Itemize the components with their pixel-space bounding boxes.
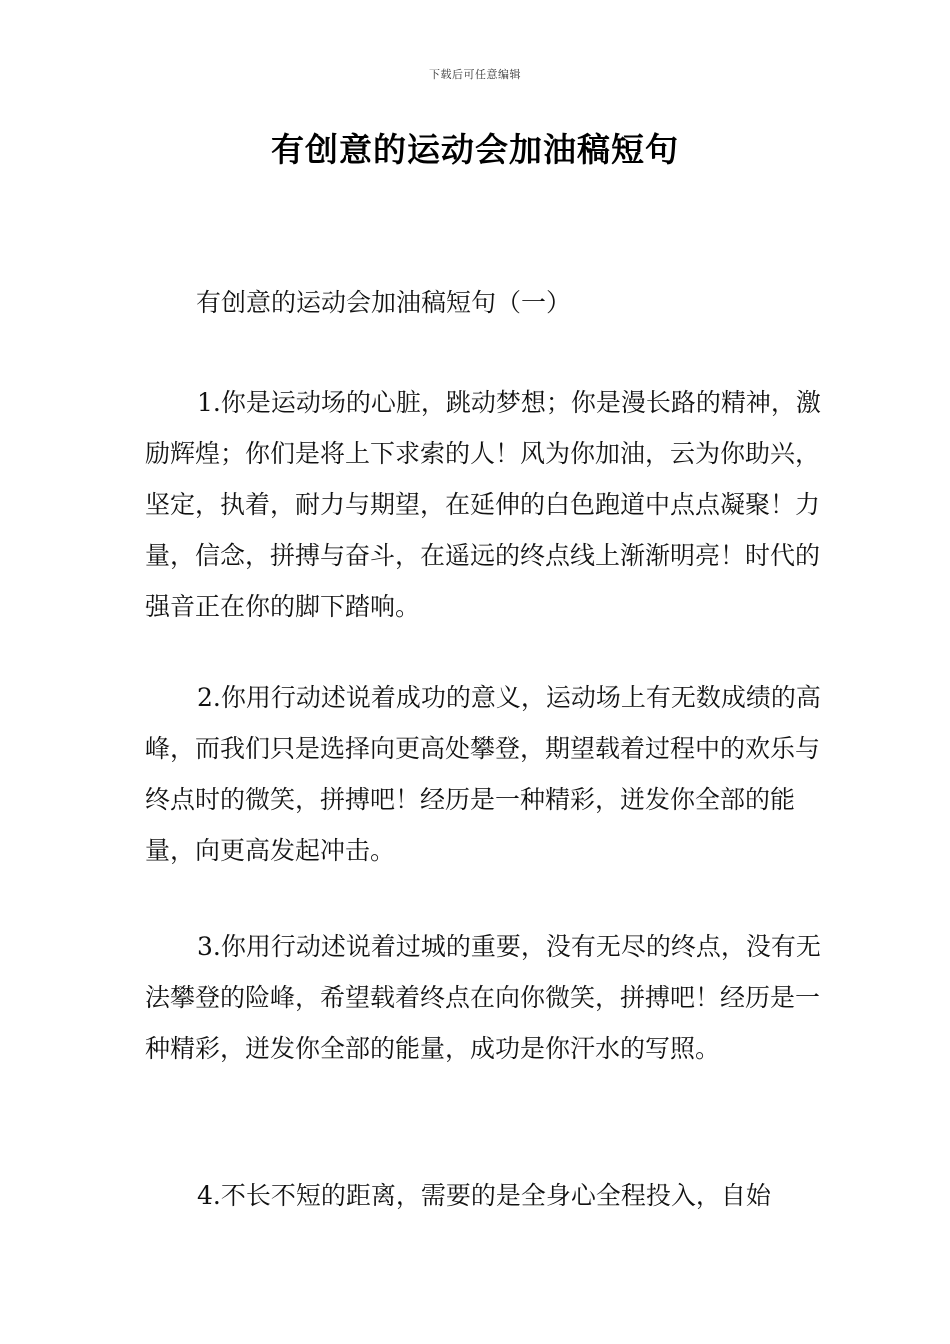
paragraph-3: 3.你用行动述说着过城的重要，没有无尽的终点，没有无法攀登的险峰，希望载着终点在向你微笑，拼搏吧！经历是一种精彩，迸发你全部的能量，成功是你汗水的写照。	[145, 932, 821, 1063]
paragraph-1: 1.你是运动场的心脏，跳动梦想；你是漫长路的精神，激励辉煌；你们是将上下求索的人！风为你加油，云为你助兴，坚定，执着，耐力与期望，在延伸的白色跑道中点点凝聚！力量，信念，拼搏与奋斗，在遥远的终点线上渐渐明亮！时代的强音正在你的脚下踏响。	[145, 388, 821, 621]
header-note: 下载后可任意编辑	[429, 68, 521, 81]
paragraph-2: 2.你用行动述说着成功的意义，运动场上有无数成绩的高峰，而我们只是选择向更高处攀登，期望载着过程中的欢乐与终点时的微笑，拼搏吧！经历是一种精彩，迸发你全部的能量，向更高发起冲击。	[145, 683, 821, 865]
section-heading: 有创意的运动会加油稿短句（一）	[196, 288, 572, 317]
paragraph-4: 4.不长不短的距离，需要的是全身心全程投入，自始	[197, 1181, 771, 1210]
document-title: 有创意的运动会加油稿短句	[271, 130, 679, 169]
